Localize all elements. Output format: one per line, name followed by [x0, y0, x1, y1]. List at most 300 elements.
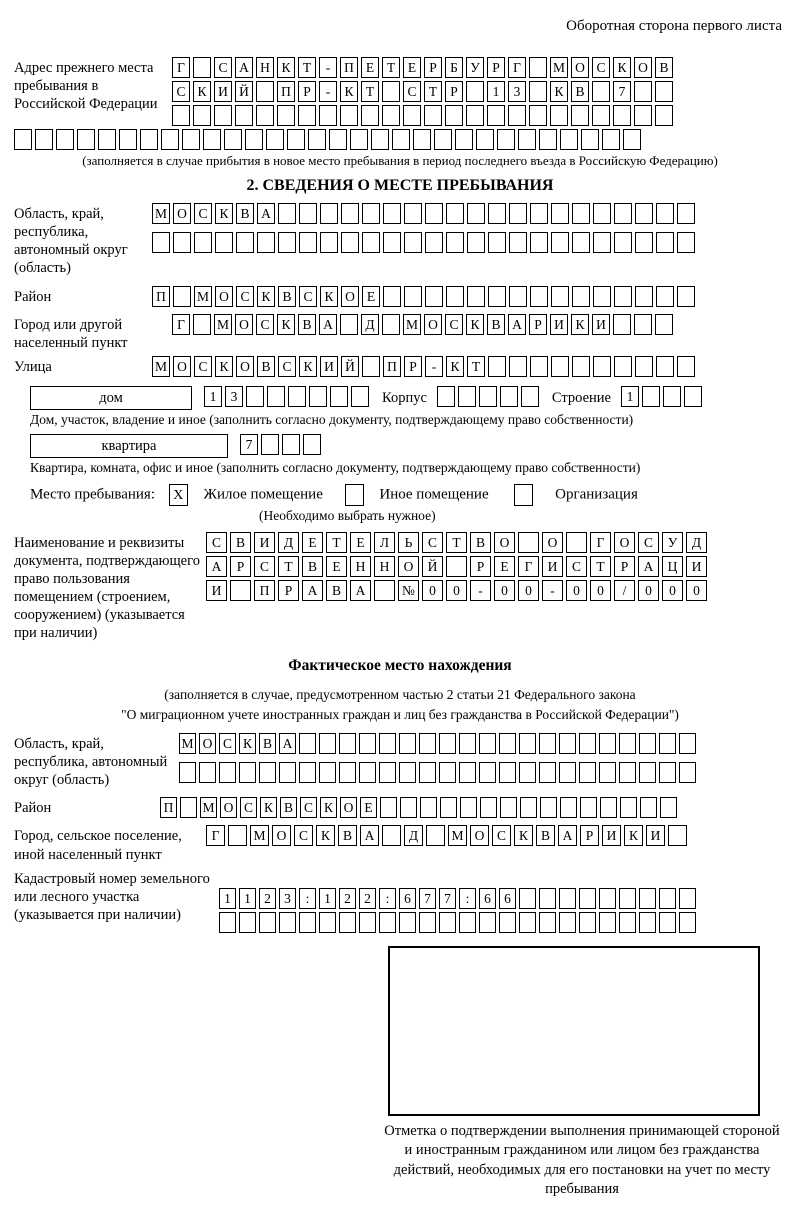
char-cell[interactable] — [639, 733, 656, 754]
char-cell[interactable]: 7 — [439, 888, 456, 909]
char-cell[interactable] — [404, 286, 422, 307]
char-cell[interactable]: 7 — [419, 888, 436, 909]
char-cell[interactable]: О — [494, 532, 515, 553]
char-cell[interactable] — [362, 356, 380, 377]
char-cell[interactable] — [341, 232, 359, 253]
char-cell[interactable] — [392, 129, 410, 150]
char-cell[interactable] — [519, 912, 536, 933]
char-cell[interactable] — [319, 733, 336, 754]
char-cell[interactable] — [261, 434, 279, 455]
char-cell[interactable] — [677, 203, 695, 224]
char-cell[interactable]: М — [152, 203, 170, 224]
char-cell[interactable]: С — [278, 356, 296, 377]
char-cell[interactable] — [640, 797, 657, 818]
char-cell[interactable] — [446, 232, 464, 253]
char-cell[interactable] — [518, 129, 536, 150]
char-cell[interactable] — [56, 129, 74, 150]
char-cell[interactable]: П — [152, 286, 170, 307]
char-cell[interactable] — [500, 386, 518, 407]
char-cell[interactable] — [382, 314, 400, 335]
char-cell[interactable]: Р — [230, 556, 251, 577]
char-cell[interactable] — [659, 888, 676, 909]
char-cell[interactable]: С — [206, 532, 227, 553]
char-cell[interactable] — [668, 825, 687, 846]
char-cell[interactable] — [593, 203, 611, 224]
char-cell[interactable]: А — [360, 825, 379, 846]
char-cell[interactable]: С — [214, 57, 232, 78]
char-cell[interactable]: И — [550, 314, 568, 335]
char-cell[interactable]: Е — [350, 532, 371, 553]
char-cell[interactable] — [362, 232, 380, 253]
char-cell[interactable] — [467, 203, 485, 224]
char-cell[interactable] — [282, 434, 300, 455]
char-cell[interactable] — [619, 762, 636, 783]
char-cell[interactable] — [684, 386, 702, 407]
char-cell[interactable]: Р — [580, 825, 599, 846]
char-cell[interactable] — [399, 762, 416, 783]
char-cell[interactable] — [539, 888, 556, 909]
char-cell[interactable]: : — [299, 888, 316, 909]
char-cell[interactable]: П — [254, 580, 275, 601]
char-cell[interactable]: И — [206, 580, 227, 601]
char-cell[interactable] — [572, 286, 590, 307]
char-cell[interactable]: Г — [206, 825, 225, 846]
char-cell[interactable]: А — [257, 203, 275, 224]
char-cell[interactable] — [35, 129, 53, 150]
char-cell[interactable] — [236, 232, 254, 253]
char-cell[interactable] — [500, 797, 517, 818]
char-cell[interactable] — [635, 232, 653, 253]
char-cell[interactable] — [382, 81, 400, 102]
char-cell[interactable]: М — [250, 825, 269, 846]
char-cell[interactable] — [499, 733, 516, 754]
char-cell[interactable] — [379, 762, 396, 783]
char-cell[interactable] — [77, 129, 95, 150]
char-cell[interactable] — [298, 105, 316, 126]
char-cell[interactable] — [425, 286, 443, 307]
char-cell[interactable] — [279, 912, 296, 933]
char-cell[interactable] — [656, 232, 674, 253]
char-cell[interactable]: Ц — [662, 556, 683, 577]
char-cell[interactable] — [172, 105, 190, 126]
char-cell[interactable] — [679, 888, 696, 909]
char-cell[interactable] — [656, 356, 674, 377]
char-cell[interactable]: И — [602, 825, 621, 846]
char-cell[interactable]: Т — [424, 81, 442, 102]
char-cell[interactable] — [635, 286, 653, 307]
char-cell[interactable] — [579, 912, 596, 933]
char-cell[interactable]: Т — [590, 556, 611, 577]
char-cell[interactable] — [434, 129, 452, 150]
char-cell[interactable]: Р — [529, 314, 547, 335]
char-cell[interactable]: С — [638, 532, 659, 553]
char-cell[interactable] — [518, 532, 539, 553]
char-cell[interactable]: С — [445, 314, 463, 335]
char-cell[interactable] — [660, 797, 677, 818]
char-cell[interactable] — [340, 314, 358, 335]
char-cell[interactable] — [519, 762, 536, 783]
char-cell[interactable] — [572, 232, 590, 253]
char-cell[interactable]: Р — [404, 356, 422, 377]
char-cell[interactable] — [613, 105, 631, 126]
char-cell[interactable] — [339, 912, 356, 933]
char-cell[interactable] — [551, 356, 569, 377]
char-cell[interactable] — [256, 81, 274, 102]
char-cell[interactable] — [256, 105, 274, 126]
char-cell[interactable] — [614, 203, 632, 224]
char-cell[interactable]: Б — [445, 57, 463, 78]
char-cell[interactable] — [539, 762, 556, 783]
char-cell[interactable]: Й — [235, 81, 253, 102]
char-cell[interactable] — [379, 912, 396, 933]
char-cell[interactable]: Е — [302, 532, 323, 553]
char-cell[interactable] — [499, 912, 516, 933]
char-cell[interactable]: Г — [590, 532, 611, 553]
char-cell[interactable] — [600, 797, 617, 818]
char-cell[interactable] — [539, 733, 556, 754]
char-cell[interactable]: М — [550, 57, 568, 78]
char-cell[interactable] — [659, 733, 676, 754]
char-cell[interactable]: 6 — [479, 888, 496, 909]
char-cell[interactable]: 6 — [499, 888, 516, 909]
char-cell[interactable] — [634, 81, 652, 102]
char-cell[interactable] — [224, 129, 242, 150]
char-cell[interactable] — [466, 81, 484, 102]
char-cell[interactable] — [215, 232, 233, 253]
char-cell[interactable] — [529, 81, 547, 102]
char-cell[interactable]: - — [319, 81, 337, 102]
char-cell[interactable] — [499, 762, 516, 783]
char-cell[interactable] — [467, 232, 485, 253]
char-cell[interactable]: И — [646, 825, 665, 846]
char-cell[interactable] — [655, 105, 673, 126]
char-cell[interactable] — [509, 356, 527, 377]
char-cell[interactable]: А — [279, 733, 296, 754]
char-cell[interactable] — [341, 203, 359, 224]
char-cell[interactable]: Т — [298, 57, 316, 78]
char-cell[interactable] — [488, 356, 506, 377]
char-cell[interactable]: С — [422, 532, 443, 553]
char-cell[interactable] — [508, 105, 526, 126]
char-cell[interactable]: В — [326, 580, 347, 601]
char-cell[interactable] — [228, 825, 247, 846]
char-cell[interactable]: К — [550, 81, 568, 102]
char-cell[interactable]: К — [446, 356, 464, 377]
char-cell[interactable]: К — [239, 733, 256, 754]
char-cell[interactable] — [581, 129, 599, 150]
char-cell[interactable]: О — [571, 57, 589, 78]
char-cell[interactable]: А — [319, 314, 337, 335]
char-cell[interactable]: И — [214, 81, 232, 102]
char-cell[interactable]: Е — [403, 57, 421, 78]
char-cell[interactable] — [655, 314, 673, 335]
char-cell[interactable]: О — [173, 356, 191, 377]
char-cell[interactable]: 0 — [686, 580, 707, 601]
char-cell[interactable] — [635, 203, 653, 224]
char-cell[interactable]: О — [470, 825, 489, 846]
char-cell[interactable] — [399, 912, 416, 933]
char-cell[interactable] — [371, 129, 389, 150]
char-cell[interactable]: Д — [686, 532, 707, 553]
char-cell[interactable] — [614, 232, 632, 253]
char-cell[interactable] — [550, 105, 568, 126]
char-cell[interactable]: : — [459, 888, 476, 909]
char-cell[interactable]: Г — [172, 314, 190, 335]
char-cell[interactable] — [383, 286, 401, 307]
char-cell[interactable]: С — [294, 825, 313, 846]
char-cell[interactable] — [655, 81, 673, 102]
char-cell[interactable] — [656, 286, 674, 307]
char-cell[interactable]: О — [424, 314, 442, 335]
char-cell[interactable] — [203, 129, 221, 150]
char-cell[interactable]: 2 — [259, 888, 276, 909]
char-cell[interactable] — [193, 105, 211, 126]
char-cell[interactable]: Г — [518, 556, 539, 577]
char-cell[interactable]: Е — [326, 556, 347, 577]
char-cell[interactable] — [559, 733, 576, 754]
char-cell[interactable]: О — [340, 797, 357, 818]
char-cell[interactable]: - — [319, 57, 337, 78]
char-cell[interactable]: Е — [361, 57, 379, 78]
char-cell[interactable]: - — [542, 580, 563, 601]
char-cell[interactable] — [613, 314, 631, 335]
char-cell[interactable] — [267, 386, 285, 407]
char-cell[interactable]: К — [277, 314, 295, 335]
char-cell[interactable] — [460, 797, 477, 818]
char-cell[interactable] — [424, 105, 442, 126]
char-cell[interactable]: К — [514, 825, 533, 846]
char-cell[interactable] — [119, 129, 137, 150]
char-cell[interactable]: О — [199, 733, 216, 754]
char-cell[interactable] — [497, 129, 515, 150]
char-cell[interactable] — [383, 203, 401, 224]
char-cell[interactable] — [539, 912, 556, 933]
char-cell[interactable]: К — [299, 356, 317, 377]
char-cell[interactable]: Й — [341, 356, 359, 377]
char-cell[interactable] — [521, 386, 539, 407]
char-cell[interactable] — [560, 797, 577, 818]
char-cell[interactable] — [339, 733, 356, 754]
char-cell[interactable]: Л — [374, 532, 395, 553]
char-cell[interactable] — [634, 314, 652, 335]
char-cell[interactable]: Е — [494, 556, 515, 577]
char-cell[interactable] — [308, 129, 326, 150]
char-cell[interactable] — [679, 762, 696, 783]
char-cell[interactable]: С — [254, 556, 275, 577]
char-cell[interactable]: У — [662, 532, 683, 553]
char-cell[interactable]: С — [299, 286, 317, 307]
char-cell[interactable] — [551, 203, 569, 224]
char-cell[interactable] — [193, 314, 211, 335]
char-cell[interactable]: - — [470, 580, 491, 601]
char-cell[interactable] — [619, 888, 636, 909]
char-cell[interactable]: 0 — [518, 580, 539, 601]
char-cell[interactable]: С — [492, 825, 511, 846]
char-cell[interactable]: 1 — [204, 386, 222, 407]
char-cell[interactable] — [635, 356, 653, 377]
char-cell[interactable] — [359, 762, 376, 783]
char-cell[interactable]: 2 — [359, 888, 376, 909]
char-cell[interactable]: 1 — [219, 888, 236, 909]
char-cell[interactable]: Т — [361, 81, 379, 102]
char-cell[interactable]: 0 — [566, 580, 587, 601]
char-cell[interactable] — [380, 797, 397, 818]
char-cell[interactable]: Т — [382, 57, 400, 78]
char-cell[interactable]: О — [614, 532, 635, 553]
char-cell[interactable] — [439, 762, 456, 783]
char-cell[interactable] — [623, 129, 641, 150]
char-cell[interactable] — [540, 797, 557, 818]
char-cell[interactable] — [572, 356, 590, 377]
char-cell[interactable] — [466, 105, 484, 126]
char-cell[interactable] — [245, 129, 263, 150]
char-cell[interactable] — [199, 762, 216, 783]
char-cell[interactable] — [446, 203, 464, 224]
char-cell[interactable]: И — [686, 556, 707, 577]
char-cell[interactable]: О — [220, 797, 237, 818]
char-cell[interactable]: В — [278, 286, 296, 307]
char-cell[interactable] — [279, 762, 296, 783]
char-cell[interactable] — [614, 356, 632, 377]
char-cell[interactable]: В — [259, 733, 276, 754]
char-cell[interactable] — [374, 580, 395, 601]
char-cell[interactable] — [677, 356, 695, 377]
char-cell[interactable]: М — [200, 797, 217, 818]
char-cell[interactable] — [446, 556, 467, 577]
char-cell[interactable] — [458, 386, 476, 407]
char-cell[interactable] — [579, 762, 596, 783]
char-cell[interactable] — [530, 286, 548, 307]
char-cell[interactable]: 2 — [339, 888, 356, 909]
char-cell[interactable]: Р — [445, 81, 463, 102]
char-cell[interactable] — [619, 733, 636, 754]
char-cell[interactable]: 0 — [422, 580, 443, 601]
char-cell[interactable] — [140, 129, 158, 150]
char-cell[interactable] — [593, 286, 611, 307]
char-cell[interactable] — [98, 129, 116, 150]
char-cell[interactable]: М — [179, 733, 196, 754]
char-cell[interactable] — [571, 105, 589, 126]
char-cell[interactable] — [320, 232, 338, 253]
char-cell[interactable]: № — [398, 580, 419, 601]
char-cell[interactable] — [599, 912, 616, 933]
char-cell[interactable] — [479, 733, 496, 754]
char-cell[interactable] — [530, 232, 548, 253]
char-cell[interactable] — [520, 797, 537, 818]
char-cell[interactable] — [559, 888, 576, 909]
char-cell[interactable]: В — [302, 556, 323, 577]
char-cell[interactable] — [330, 386, 348, 407]
char-cell[interactable] — [439, 733, 456, 754]
char-cell[interactable]: К — [340, 81, 358, 102]
char-cell[interactable] — [219, 762, 236, 783]
char-cell[interactable]: 7 — [240, 434, 258, 455]
char-cell[interactable] — [152, 232, 170, 253]
char-cell[interactable] — [339, 762, 356, 783]
char-cell[interactable]: В — [487, 314, 505, 335]
char-cell[interactable] — [551, 286, 569, 307]
char-cell[interactable]: В — [230, 532, 251, 553]
char-cell[interactable] — [193, 57, 211, 78]
char-cell[interactable] — [509, 286, 527, 307]
char-cell[interactable]: : — [379, 888, 396, 909]
char-cell[interactable]: Д — [404, 825, 423, 846]
char-cell[interactable] — [530, 356, 548, 377]
char-cell[interactable] — [303, 434, 321, 455]
char-cell[interactable] — [419, 762, 436, 783]
char-cell[interactable] — [619, 912, 636, 933]
char-cell[interactable] — [404, 203, 422, 224]
char-cell[interactable]: 1 — [239, 888, 256, 909]
char-cell[interactable] — [173, 286, 191, 307]
char-cell[interactable] — [509, 232, 527, 253]
char-cell[interactable] — [445, 105, 463, 126]
char-cell[interactable]: 1 — [621, 386, 639, 407]
char-cell[interactable]: Р — [470, 556, 491, 577]
char-cell[interactable]: Й — [422, 556, 443, 577]
char-cell[interactable] — [439, 912, 456, 933]
char-cell[interactable]: 3 — [279, 888, 296, 909]
char-cell[interactable] — [413, 129, 431, 150]
char-cell[interactable] — [214, 105, 232, 126]
char-cell[interactable]: Н — [256, 57, 274, 78]
char-cell[interactable]: 1 — [487, 81, 505, 102]
char-cell[interactable] — [235, 105, 253, 126]
char-cell[interactable] — [479, 386, 497, 407]
char-cell[interactable]: Р — [614, 556, 635, 577]
char-cell[interactable]: 1 — [319, 888, 336, 909]
char-cell[interactable]: О — [542, 532, 563, 553]
char-cell[interactable]: Р — [298, 81, 316, 102]
char-cell[interactable] — [246, 386, 264, 407]
char-cell[interactable] — [403, 105, 421, 126]
char-cell[interactable] — [476, 129, 494, 150]
char-cell[interactable]: О — [173, 203, 191, 224]
char-cell[interactable]: О — [634, 57, 652, 78]
char-cell[interactable] — [399, 733, 416, 754]
char-cell[interactable] — [559, 762, 576, 783]
char-cell[interactable]: К — [193, 81, 211, 102]
char-cell[interactable] — [487, 105, 505, 126]
char-cell[interactable]: А — [235, 57, 253, 78]
char-cell[interactable]: И — [254, 532, 275, 553]
char-cell[interactable] — [14, 129, 32, 150]
char-cell[interactable] — [239, 912, 256, 933]
char-cell[interactable]: М — [214, 314, 232, 335]
char-cell[interactable] — [677, 232, 695, 253]
char-cell[interactable]: К — [320, 797, 337, 818]
char-cell[interactable] — [400, 797, 417, 818]
char-cell[interactable] — [194, 232, 212, 253]
char-cell[interactable]: Р — [278, 580, 299, 601]
char-cell[interactable] — [161, 129, 179, 150]
char-cell[interactable]: Т — [278, 556, 299, 577]
char-cell[interactable] — [440, 797, 457, 818]
char-cell[interactable]: О — [236, 356, 254, 377]
char-cell[interactable] — [379, 733, 396, 754]
char-cell[interactable] — [620, 797, 637, 818]
char-cell[interactable] — [459, 733, 476, 754]
char-cell[interactable]: Р — [424, 57, 442, 78]
char-cell[interactable]: А — [508, 314, 526, 335]
char-cell[interactable]: В — [470, 532, 491, 553]
char-cell[interactable]: К — [257, 286, 275, 307]
char-cell[interactable]: С — [194, 203, 212, 224]
char-cell[interactable] — [179, 762, 196, 783]
char-cell[interactable] — [383, 232, 401, 253]
char-cell[interactable] — [488, 286, 506, 307]
char-cell[interactable] — [459, 762, 476, 783]
